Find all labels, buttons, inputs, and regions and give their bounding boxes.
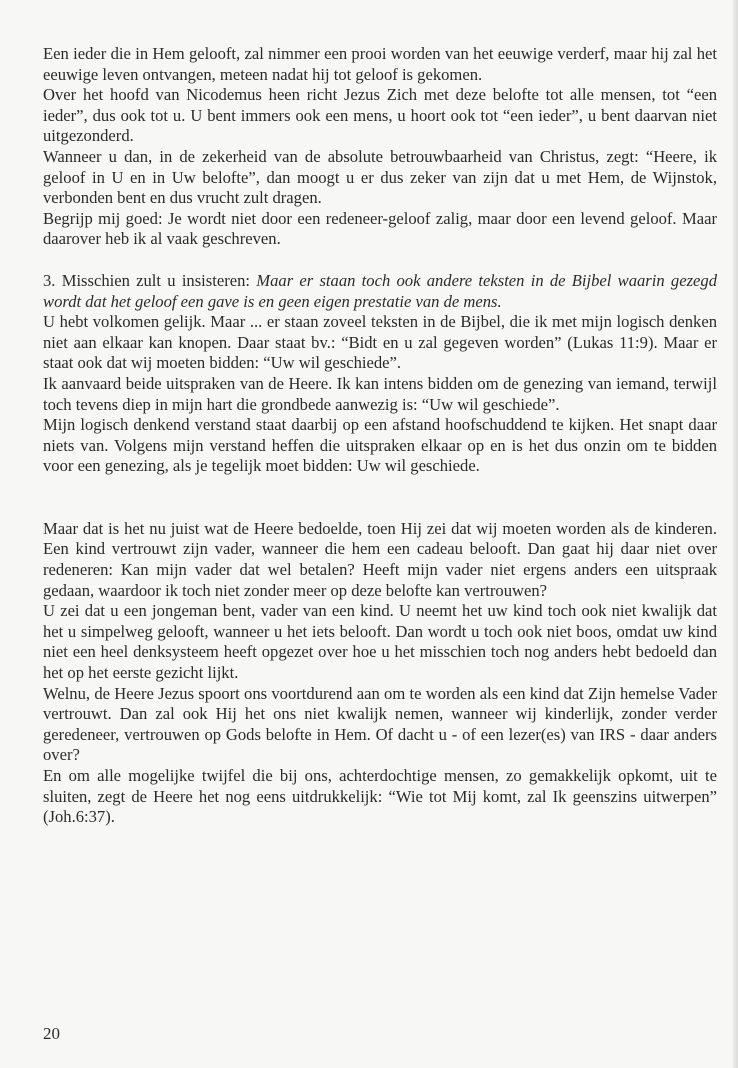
paragraph-10: Welnu, de Heere Jezus spoort ons voortdurend aan om te worden als een kind dat Zijn hemelse Vader vertrouwt. Dan zal ook Hij het ons niet kwalijk nemen, wanneer wij kinderlijk, zonder verder geredeneer, vertrouwen op Gods belofte in Hem. Of dacht u - of een lezer(es) van IRS - daar anders over? [43,683,717,765]
paragraph-9: U zei dat u een jongeman bent, vader van een kind. U neemt het uw kind toch ook niet kwalijk dat het u simpelweg gelooft, wanneer u het iets belooft. Dan wordt u toch ook niet boos, omdat uw kind niet een heel denksysteem heeft opgezet over hoe u het misschien toch nog anders hebt bedoeld dan het op het eerste gezicht lijkt. [43,601,717,683]
paragraph-1: Een ieder die in Hem gelooft, zal nimmer een prooi worden van het eeuwige verderf, maar hij zal het eeuwige leven ontvangen, meteen nadat hij tot geloof is gekomen. [43,44,717,84]
page-body [43,44,717,828]
paragraph-3: Wanneer u dan, in de zekerheid van de absolute betrouwbaarheid van Christus, zegt: “Heere, ik geloof in U en in Uw belofte”, dan moogt u er dus zeker van zijn dat u met Hem, de Wijnstok, verbonden bent en dus vrucht zult dragen. [43,146,717,208]
paragraph-7: Mijn logisch denkend verstand staat daarbij op een afstand hoofschuddend te kijken. Het snapt daar niets van. Volgens mijn verstand heffen die uitspraken elkaar op en is het dus onzin om te bidden voor een genezing, als je tegelijk moet bidden: Uw wil geschiede. [43,415,717,476]
paragraph-11: En om alle mogelijke twijfel die bij ons, achterdochtige mensen, zo gemakkelijk opkomt, uit te sluiten, zegt de Heere het nog eens uitdrukkelijk: “Wie tot Mij komt, zal Ik geenszins uitwerpen” (Joh.6:37). [43,766,717,827]
paragraph-2: Over het hoofd van Nicodemus heen richt Jezus Zich met deze belofte tot alle mensen, tot “een ieder”, dus ook tot u. U bent immers ook een mens, u hoort ook tot “een ieder”, u bent daarvan niet uitgezonderd. [43,85,717,146]
page-edge-shadow [733,0,738,1068]
section-3-question [43,271,717,312]
paragraph-4: Begrijp mij goed: Je wordt niet door een redeneer-geloof zalig, maar door een levend geloof. Maar daarover heb ik al vaak geschreven. [43,208,717,249]
section-3-italic-quote: Maar er staan toch ook andere teksten in de Bijbel waarin gezegd wordt dat het geloof een gave is en geen eigen prestatie van de mens. [43,270,717,311]
paragraph-6: Ik aanvaard beide uitspraken van de Heere. Ik kan intens bidden om de genezing van iemand, terwijl toch tevens diep in mijn hart die grondbede aanwezig is: “Uw wil geschiede”. [43,373,717,414]
page-number: 20 [43,1024,60,1043]
paragraph-8: Maar dat is het nu juist wat de Heere bedoelde, toen Hij zei dat wij moeten worden als de kinderen. Een kind vertrouwt zijn vader, wanneer die hem een cadeau belooft. Dan gaat hij daar niet over redeneren: Kan mijn vader dat wel betalen? Heeft mijn vader niet ergens anders een uitspraak gedaan, waardoor ik toch niet zonder meer op deze belofte kan vertrouwen? [43,518,717,600]
section-3-lead: 3. Misschien zult u insisteren: [43,270,251,290]
paragraph-5: U hebt volkomen gelijk. Maar ... er staan zoveel teksten in de Bijbel, die ik met mijn logisch denken niet aan elkaar kan knopen. Daar staat bv.: “Bidt en u zal gegeven worden” (Lukas 11:9). Maar er staat ook dat wij moeten bidden: “Uw wil geschiede”. [43,312,717,373]
